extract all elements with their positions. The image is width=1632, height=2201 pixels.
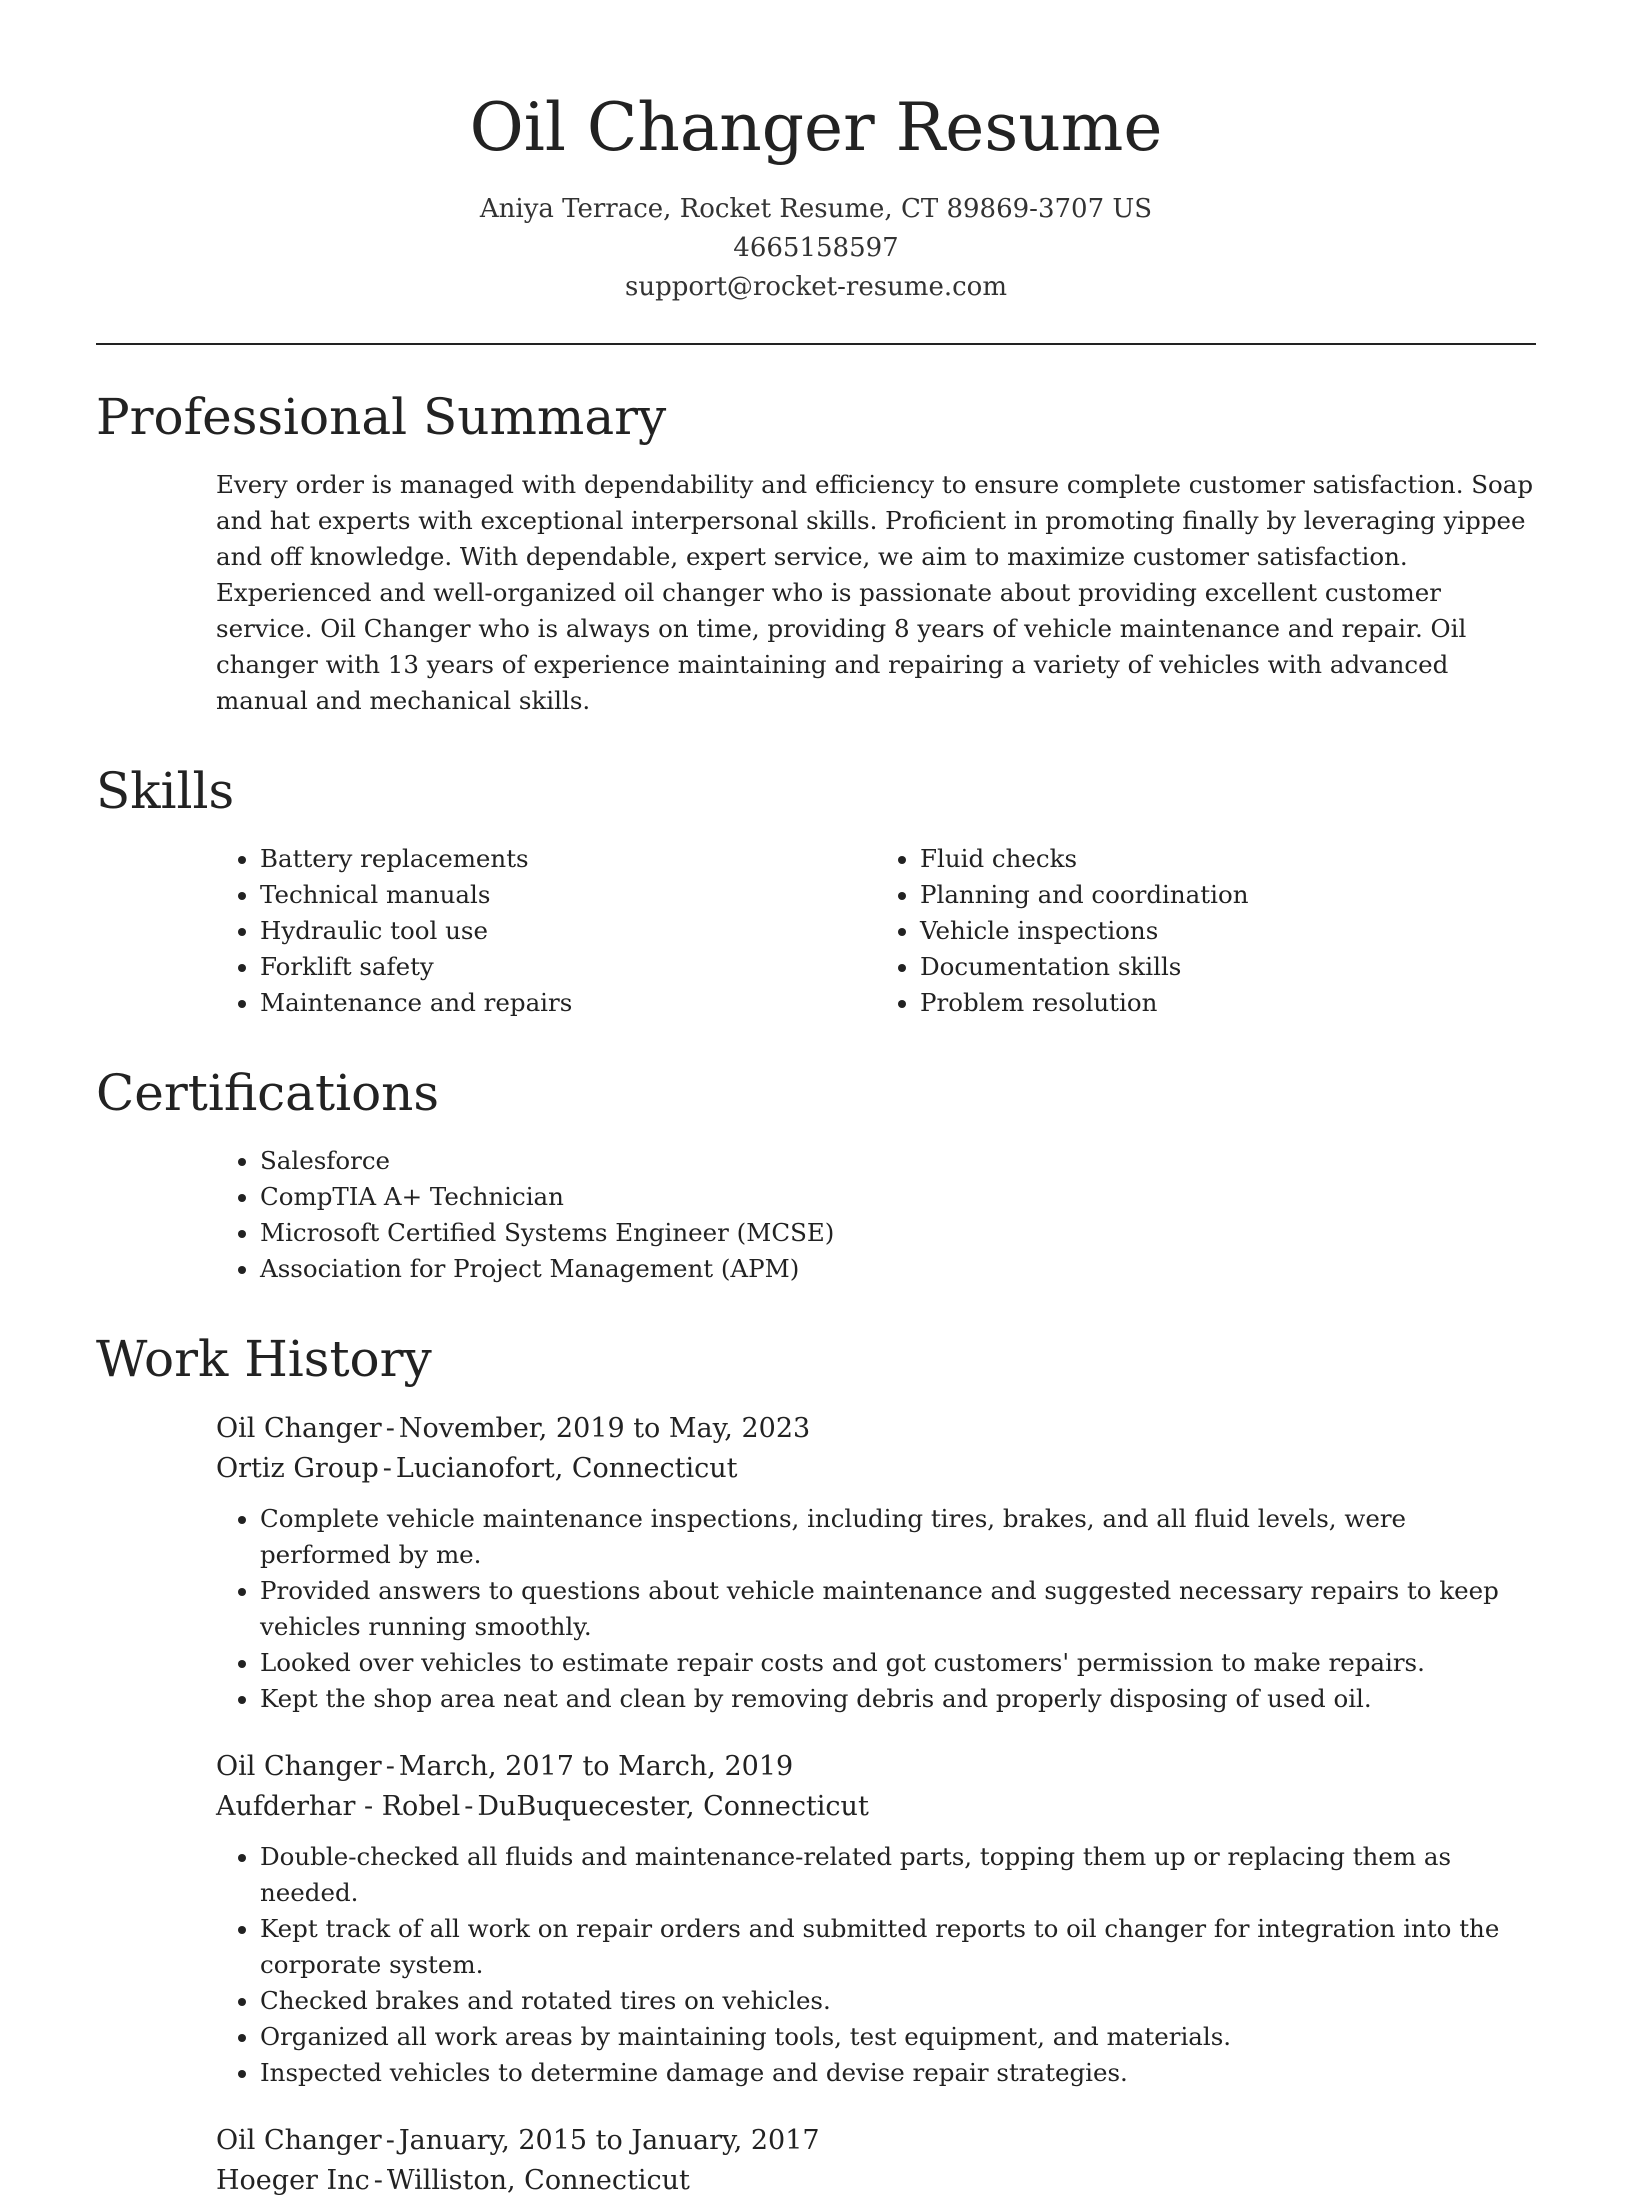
job-duties (216, 1839, 1536, 2091)
separator: - (382, 1453, 392, 1484)
job-duty: • Organized all work areas by maintaining tools, test equipment, and materials. (260, 2019, 1536, 2055)
job-duty: • Complete vehicle maintenance inspections, including tires, brakes, and all fluid levels, were performed by me. (260, 1501, 1536, 1573)
skill-item: • Forklift safety (260, 949, 876, 985)
job-entry (216, 1409, 1536, 1717)
separator: - (385, 1413, 395, 1444)
certification-item: • CompTIA A+ Technician (260, 1179, 1536, 1215)
job-entry (216, 1747, 1536, 2091)
certifications-heading: Certifications (96, 1064, 440, 1122)
job-duty: • Provided answers to questions about vehicle maintenance and suggested necessary repairs to keep vehicles running smoothly. (260, 1573, 1536, 1645)
job-company-line (216, 1787, 1536, 1827)
skill-item: • Technical manuals (260, 877, 876, 913)
certifications-section (96, 1063, 1536, 1287)
job-role: Oil Changer (216, 1751, 382, 1782)
separator: - (464, 1791, 474, 1822)
job-duty: • Looked over vehicles to estimate repair costs and got customers' permission to make repairs. (260, 1645, 1536, 1681)
separator: - (385, 2125, 395, 2156)
skill-item: • Hydraulic tool use (260, 913, 876, 949)
job-company-line (216, 1449, 1536, 1489)
skill-item: • Documentation skills (920, 949, 1536, 985)
job-company-line (216, 2161, 1536, 2201)
job-title-line (216, 1409, 1536, 1449)
job-title-line (216, 1747, 1536, 1787)
skill-item: • Maintenance and repairs (260, 985, 876, 1021)
summary-body (216, 467, 1536, 719)
job-dates: November, 2019 to May, 2023 (398, 1413, 811, 1444)
job-duty: • Inspected vehicles to determine damage and devise repair strategies. (260, 2055, 1536, 2091)
phone: 4665158597 (733, 233, 899, 263)
summary-section (96, 387, 1536, 719)
job-entry (216, 2121, 1536, 2201)
certification-item: • Salesforce (260, 1143, 1536, 1179)
job-duty: • Checked brakes and rotated tires on vehicles. (260, 1983, 1536, 2019)
contact-info (0, 190, 1632, 307)
skills-list-left (216, 841, 876, 1021)
skills-grid (216, 841, 1536, 1021)
job-duty: • Double-checked all fluids and maintenance-related parts, topping them up or replacing them as needed. (260, 1839, 1536, 1911)
job-duty: • Kept the shop area neat and clean by removing debris and properly disposing of used oil. (260, 1681, 1536, 1717)
email: support@rocket-resume.com (624, 272, 1007, 302)
job-location: Williston, Connecticut (386, 2165, 690, 2196)
skills-heading: Skills (96, 762, 235, 820)
separator: - (385, 1751, 395, 1782)
skill-item: • Problem resolution (920, 985, 1536, 1021)
certification-item: • Microsoft Certified Systems Engineer (MCSE) (260, 1215, 1536, 1251)
work-history-section (96, 1329, 1536, 2201)
header-divider (96, 343, 1536, 345)
address: Aniya Terrace, Rocket Resume, CT 89869-3707 US (479, 194, 1153, 224)
resume-header (0, 0, 1632, 307)
job-location: DuBuquecester, Connecticut (477, 1791, 869, 1822)
job-dates: March, 2017 to March, 2019 (398, 1751, 794, 1782)
job-company: Hoeger Inc (216, 2165, 370, 2196)
skill-item: • Battery replacements (260, 841, 876, 877)
resume-title: Oil Changer Resume (469, 89, 1163, 166)
skill-item: • Planning and coordination (920, 877, 1536, 913)
job-company: Aufderhar - Robel (216, 1791, 461, 1822)
job-location: Lucianofort, Connecticut (395, 1453, 738, 1484)
job-duties (216, 1501, 1536, 1717)
separator: - (373, 2165, 383, 2196)
summary-heading: Professional Summary (96, 388, 667, 446)
job-company: Ortiz Group (216, 1453, 379, 1484)
job-duty: • Kept track of all work on repair orders and submitted reports to oil changer for integration into the corporate system. (260, 1911, 1536, 1983)
skills-section (96, 761, 1536, 1021)
job-role: Oil Changer (216, 2125, 382, 2156)
certifications-list (216, 1143, 1536, 1287)
certification-item: • Association for Project Management (APM) (260, 1251, 1536, 1287)
skill-item: • Vehicle inspections (920, 913, 1536, 949)
work-history-body (216, 1409, 1536, 2201)
job-dates: January, 2015 to January, 2017 (398, 2125, 820, 2156)
job-role: Oil Changer (216, 1413, 382, 1444)
skills-list-right (876, 841, 1536, 1021)
skill-item: • Fluid checks (920, 841, 1536, 877)
summary-text: Every order is managed with dependability and efficiency to ensure complete customer satisfaction. Soap and hat experts with exceptional interpersonal skills. Proficient in promoting finally by leveraging yippee and off knowledge. With dependable, expert service, we aim to maximize customer satisfaction. Experienced and well-organized oil changer who is passionate about providing excellent customer service. Oil Changer who is always on time, providing 8 years of vehicle maintenance and repair. Oil changer with 13 years of experience maintaining and repairing a variety of vehicles with advanced manual and mechanical skills. (216, 470, 1534, 715)
job-title-line (216, 2121, 1536, 2161)
work-history-heading: Work History (96, 1330, 432, 1388)
certifications-body (216, 1143, 1536, 1287)
